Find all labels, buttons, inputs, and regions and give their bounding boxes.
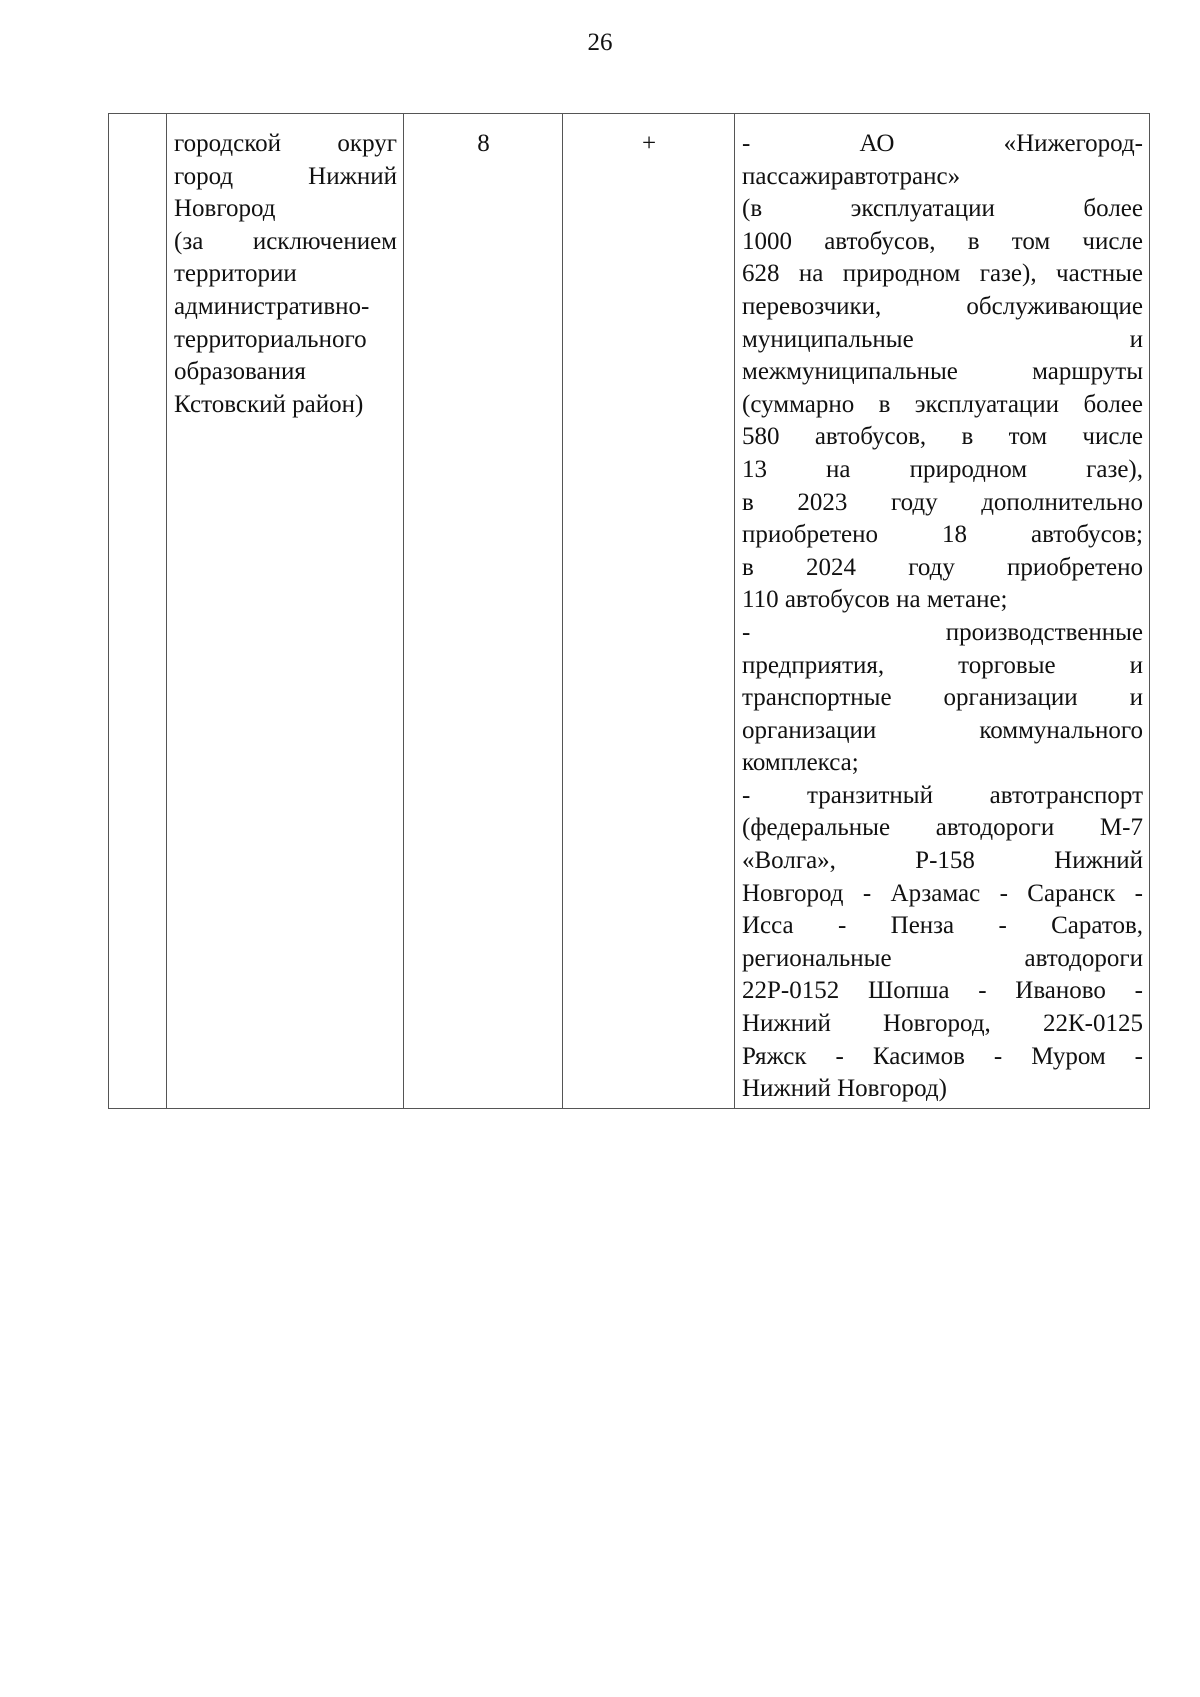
- territory-line: город Нижний: [174, 162, 397, 190]
- mark-cell: +: [563, 114, 735, 1109]
- sources-line: (федеральные автодороги М-7: [742, 814, 1143, 842]
- territory-line: Новгород: [174, 195, 276, 223]
- sources-line: 22Р-0152 Шопша - Иваново -: [742, 977, 1143, 1005]
- sources-line: пассажиравтотранс»: [742, 162, 961, 190]
- sources-line: 110 автобусов на метане;: [742, 586, 1008, 614]
- territory-line: (за исключением: [174, 227, 397, 255]
- sources-line: - транзитный автотранспорт: [742, 781, 1143, 809]
- sources-line: - АО «Нижегород-: [742, 130, 1143, 157]
- sources-line: Нижний Новгород, 22К-0125: [742, 1010, 1143, 1038]
- data-table: [108, 113, 1150, 1109]
- sources-line: приобретено 18 автобусов;: [742, 521, 1143, 549]
- sources-line: региональные автодороги: [742, 944, 1143, 972]
- sources-line: 628 на природном газе), частные: [742, 260, 1143, 288]
- territory-line: территории: [174, 260, 297, 288]
- sources-line: (в эксплуатации более: [742, 195, 1143, 223]
- sources-line: 13 на природном газе),: [742, 455, 1143, 483]
- sources-line: предприятия, торговые и: [742, 651, 1143, 679]
- territory-cell: [167, 114, 404, 1109]
- territory-line: Кстовский район): [174, 390, 364, 418]
- page-number: 26: [587, 29, 613, 56]
- sources-line: Исса - Пенза - Саратов,: [742, 912, 1143, 940]
- sources-line: перевозчики, обслуживающие: [742, 292, 1143, 320]
- table-row: [109, 114, 1150, 1109]
- territory-line: территориального: [174, 325, 367, 353]
- sources-line: муниципальные и: [742, 325, 1143, 353]
- sources-line: 1000 автобусов, в том числе: [742, 227, 1143, 255]
- sources-line: 580 автобусов, в том числе: [742, 423, 1143, 451]
- value-cell: 8: [404, 114, 563, 1109]
- sources-line: (суммарно в эксплуатации более: [742, 390, 1143, 418]
- sources-line: Новгород - Арзамас - Саранск -: [742, 879, 1143, 907]
- sources-line: «Волга», Р-158 Нижний: [742, 847, 1143, 875]
- sources-line: межмуниципальные маршруты: [742, 358, 1143, 386]
- territory-line: административно-: [174, 292, 370, 320]
- sources-line: в 2024 году приобретено: [742, 553, 1143, 581]
- sources-line: комплекса;: [742, 749, 859, 777]
- sources-line: Нижний Новгород): [742, 1075, 947, 1103]
- row-number-cell: [109, 114, 167, 1109]
- sources-line: Ряжск - Касимов - Муром -: [742, 1042, 1143, 1070]
- territory-line: городской округ: [174, 130, 397, 157]
- sources-line: организации коммунального: [742, 716, 1143, 744]
- territory-line: образования: [174, 358, 306, 386]
- sources-line: транспортные организации и: [742, 684, 1143, 712]
- sources-cell: [735, 114, 1150, 1109]
- sources-line: - производственные: [742, 618, 1143, 646]
- sources-line: в 2023 году дополнительно: [742, 488, 1143, 516]
